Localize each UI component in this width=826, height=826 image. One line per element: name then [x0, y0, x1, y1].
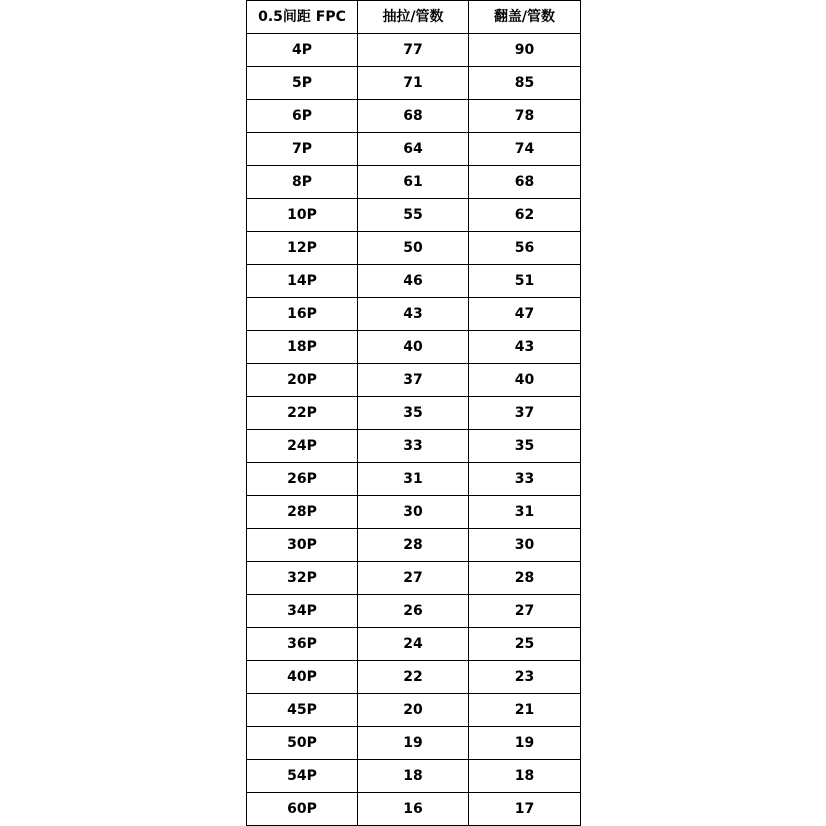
cell-slide-tube-count: 19 [358, 727, 469, 760]
cell-slide-tube-count: 77 [358, 34, 469, 67]
cell-slide-tube-count: 71 [358, 67, 469, 100]
cell-flip-tube-count: 27 [469, 595, 581, 628]
cell-flip-tube-count: 47 [469, 298, 581, 331]
cell-flip-tube-count: 35 [469, 430, 581, 463]
cell-slide-tube-count: 46 [358, 265, 469, 298]
table-row [247, 727, 581, 760]
cell-pin-count: 10P [247, 199, 358, 232]
cell-flip-tube-count: 19 [469, 727, 581, 760]
cell-flip-tube-count: 62 [469, 199, 581, 232]
cell-pin-count: 8P [247, 166, 358, 199]
cell-slide-tube-count: 61 [358, 166, 469, 199]
cell-slide-tube-count: 20 [358, 694, 469, 727]
cell-pin-count: 40P [247, 661, 358, 694]
cell-pin-count: 4P [247, 34, 358, 67]
cell-flip-tube-count: 78 [469, 100, 581, 133]
cell-slide-tube-count: 30 [358, 496, 469, 529]
cell-slide-tube-count: 16 [358, 793, 469, 826]
cell-flip-tube-count: 90 [469, 34, 581, 67]
table-row [247, 364, 581, 397]
cell-slide-tube-count: 33 [358, 430, 469, 463]
cell-pin-count: 7P [247, 133, 358, 166]
cell-pin-count: 34P [247, 595, 358, 628]
cell-flip-tube-count: 31 [469, 496, 581, 529]
cell-flip-tube-count: 17 [469, 793, 581, 826]
table-row [247, 166, 581, 199]
cell-pin-count: 20P [247, 364, 358, 397]
cell-flip-tube-count: 74 [469, 133, 581, 166]
table-row [247, 760, 581, 793]
cell-slide-tube-count: 22 [358, 661, 469, 694]
table-row [247, 793, 581, 826]
cell-pin-count: 30P [247, 529, 358, 562]
table-row [247, 628, 581, 661]
table-row [247, 331, 581, 364]
table-row [247, 265, 581, 298]
cell-flip-tube-count: 28 [469, 562, 581, 595]
table-row [247, 496, 581, 529]
table-row [247, 67, 581, 100]
cell-slide-tube-count: 55 [358, 199, 469, 232]
cell-slide-tube-count: 50 [358, 232, 469, 265]
cell-slide-tube-count: 24 [358, 628, 469, 661]
cell-pin-count: 28P [247, 496, 358, 529]
cell-flip-tube-count: 30 [469, 529, 581, 562]
cell-pin-count: 54P [247, 760, 358, 793]
cell-slide-tube-count: 26 [358, 595, 469, 628]
cell-flip-tube-count: 23 [469, 661, 581, 694]
cell-pin-count: 32P [247, 562, 358, 595]
cell-flip-tube-count: 18 [469, 760, 581, 793]
cell-flip-tube-count: 56 [469, 232, 581, 265]
header-flip-type-tube-count: 翻盖/管数 [469, 1, 581, 34]
table-row [247, 529, 581, 562]
cell-pin-count: 36P [247, 628, 358, 661]
table-row [247, 595, 581, 628]
cell-slide-tube-count: 31 [358, 463, 469, 496]
cell-flip-tube-count: 40 [469, 364, 581, 397]
cell-slide-tube-count: 28 [358, 529, 469, 562]
cell-pin-count: 18P [247, 331, 358, 364]
table-row [247, 397, 581, 430]
cell-slide-tube-count: 64 [358, 133, 469, 166]
table-row [247, 298, 581, 331]
cell-pin-count: 50P [247, 727, 358, 760]
table-row [247, 100, 581, 133]
cell-pin-count: 26P [247, 463, 358, 496]
cell-flip-tube-count: 85 [469, 67, 581, 100]
table-header [247, 1, 581, 34]
cell-flip-tube-count: 68 [469, 166, 581, 199]
cell-pin-count: 45P [247, 694, 358, 727]
table-row [247, 199, 581, 232]
cell-pin-count: 60P [247, 793, 358, 826]
header-row [247, 1, 581, 34]
cell-slide-tube-count: 37 [358, 364, 469, 397]
cell-flip-tube-count: 25 [469, 628, 581, 661]
cell-pin-count: 12P [247, 232, 358, 265]
cell-slide-tube-count: 18 [358, 760, 469, 793]
table-row [247, 694, 581, 727]
cell-pin-count: 6P [247, 100, 358, 133]
table-row [247, 34, 581, 67]
cell-slide-tube-count: 40 [358, 331, 469, 364]
cell-pin-count: 14P [247, 265, 358, 298]
table-row [247, 430, 581, 463]
table-body [247, 34, 581, 826]
header-pitch-fpc: 0.5间距 FPC [247, 1, 358, 34]
table-row [247, 232, 581, 265]
cell-pin-count: 22P [247, 397, 358, 430]
table-row [247, 133, 581, 166]
cell-pin-count: 16P [247, 298, 358, 331]
cell-flip-tube-count: 33 [469, 463, 581, 496]
table-row [247, 562, 581, 595]
cell-flip-tube-count: 21 [469, 694, 581, 727]
spec-sheet [246, 0, 580, 826]
header-slide-type-tube-count: 抽拉/管数 [358, 1, 469, 34]
cell-flip-tube-count: 43 [469, 331, 581, 364]
cell-flip-tube-count: 51 [469, 265, 581, 298]
cell-pin-count: 5P [247, 67, 358, 100]
cell-slide-tube-count: 35 [358, 397, 469, 430]
cell-slide-tube-count: 68 [358, 100, 469, 133]
fpc-quantity-table [246, 0, 581, 826]
table-row [247, 661, 581, 694]
cell-slide-tube-count: 43 [358, 298, 469, 331]
table-row [247, 463, 581, 496]
cell-pin-count: 24P [247, 430, 358, 463]
cell-slide-tube-count: 27 [358, 562, 469, 595]
cell-flip-tube-count: 37 [469, 397, 581, 430]
